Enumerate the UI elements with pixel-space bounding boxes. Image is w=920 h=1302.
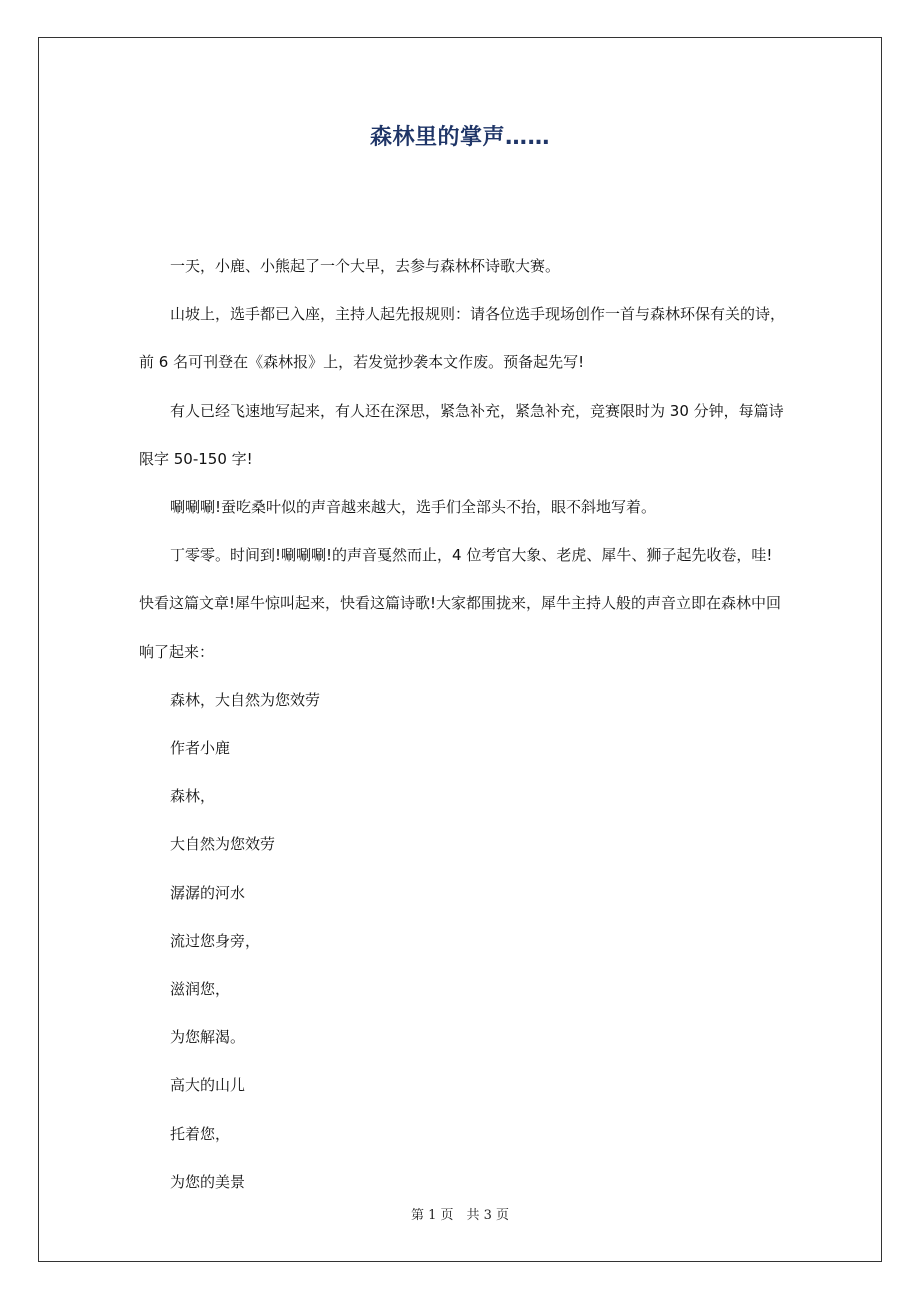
paragraph: 山坡上，选手都已入座，主持人起先报规则：请各位选手现场创作一首与森林环保有关的诗，前 6 名可刊登在《森林报》上，若发觉抄袭本文作废。预备起先写! [139, 305, 786, 372]
poem-line: 潺潺的河水 [170, 883, 246, 902]
poem-line: 托着您， [170, 1124, 231, 1143]
poem-line: 高大的山儿 [170, 1076, 246, 1095]
poem-title: 森林，大自然为您效劳 [170, 690, 321, 709]
poem-line: 森林， [170, 787, 216, 806]
poem-line: 流过您身旁， [170, 931, 261, 950]
document-body [139, 242, 787, 1206]
poem-author: 作者小鹿 [170, 739, 231, 758]
paragraph: 唰唰唰!蚕吃桑叶似的声音越来越大，选手们全部头不抬，眼不斜地写着。 [170, 498, 657, 517]
paragraph: 有人已经飞速地写起来，有人还在深思，紧急补充，紧急补充，竞赛限时为 30 分钟，每篇诗限字 50-150 字! [139, 401, 784, 468]
poem-line: 滋润您， [170, 980, 231, 999]
poem-line: 为您解渴。 [170, 1028, 246, 1047]
poem-line: 为您的美景 [170, 1172, 246, 1191]
paragraph: 丁零零。时间到!唰唰唰!的声音戛然而止，4 位考官大象、老虎、犀牛、狮子起先收卷，哇!快看这篇文章!犀牛惊叫起来，快看这篇诗歌!大家都围拢来，犀牛主持人般的声音立即在森林中回响了起来： [139, 546, 782, 661]
page-number: 第 1 页 共 3 页 [410, 1208, 510, 1223]
poem-line: 大自然为您效劳 [170, 835, 276, 854]
paragraph: 一天，小鹿、小熊起了一个大早，去参与森林杯诗歌大赛。 [170, 257, 561, 275]
document-title: 森林里的掌声…… [369, 125, 550, 150]
